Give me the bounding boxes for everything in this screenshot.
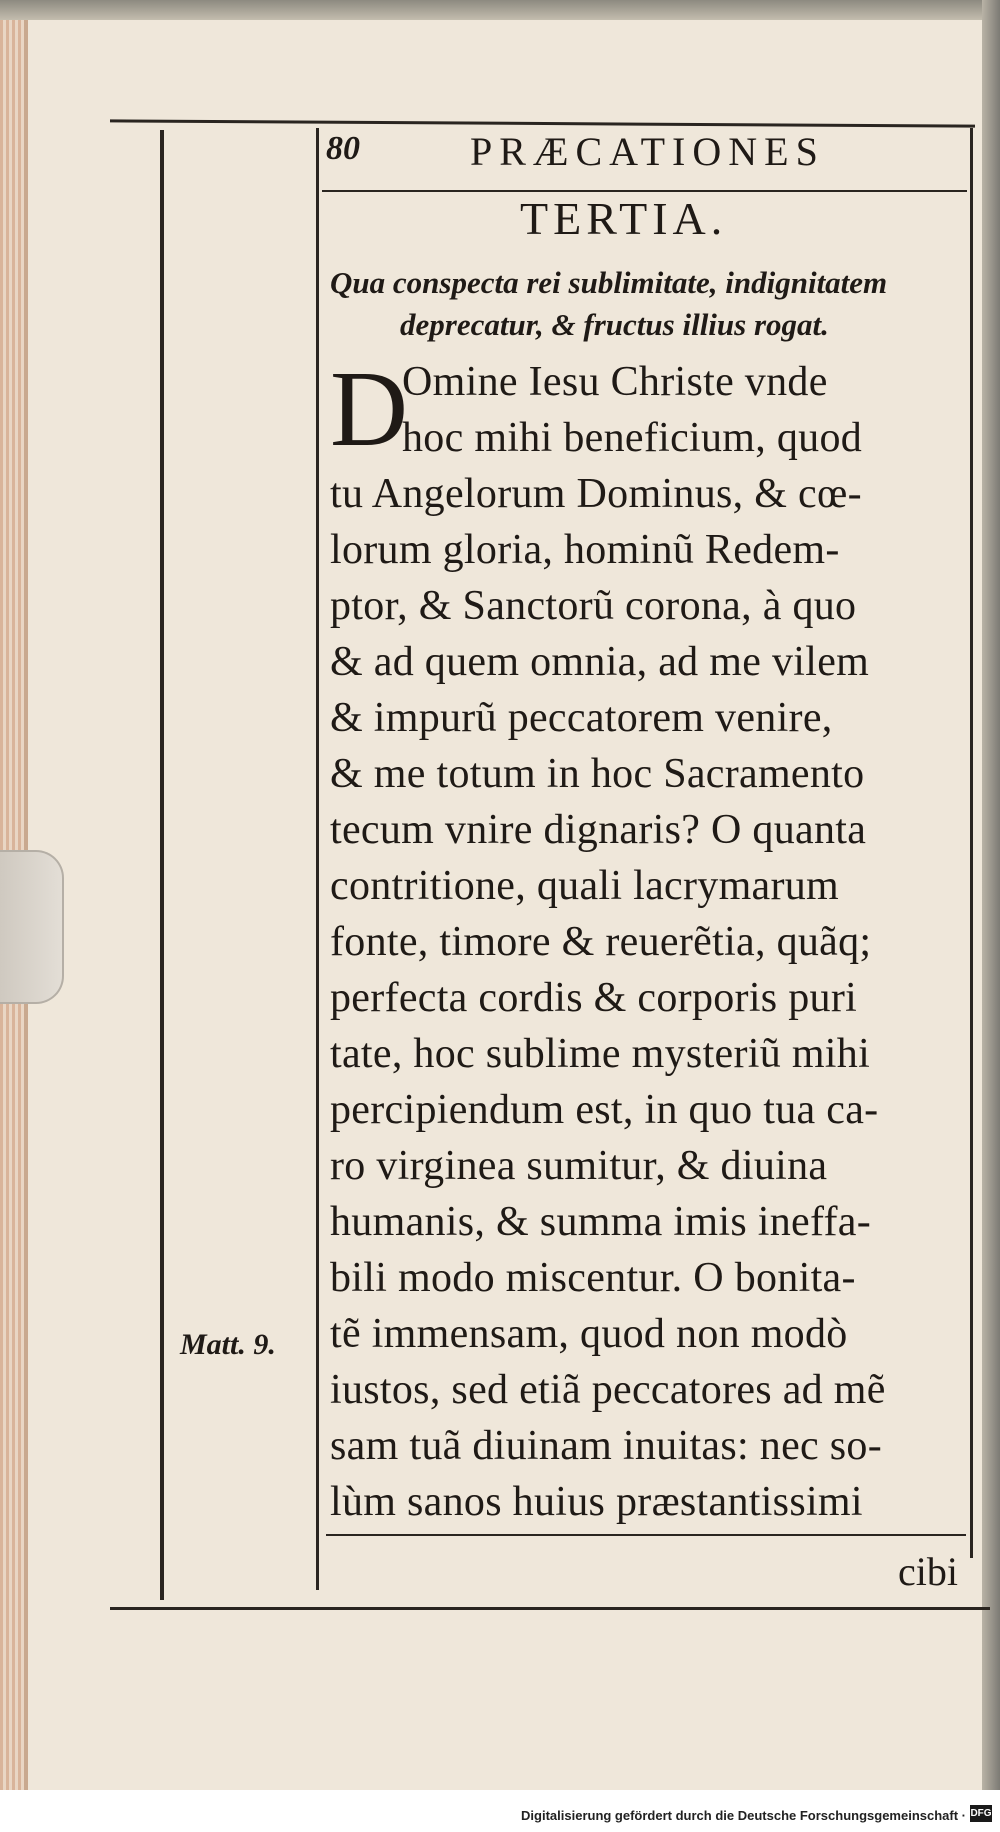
scan-border-top xyxy=(0,0,1000,22)
text-line: percipiendum est, in quo tua ca- xyxy=(330,1087,879,1133)
section-title: TERTIA. xyxy=(520,193,728,244)
running-head: PRÆCATIONES xyxy=(470,129,825,174)
dfg-logo: DFG xyxy=(970,1805,992,1822)
rubric-line: deprecatur, & fructus illius rogat. xyxy=(400,307,829,342)
text-line: tẽ immensam, quod non modò xyxy=(330,1311,848,1357)
text-line: sam tuã diuinam inuitas: nec so- xyxy=(330,1423,882,1469)
text-line: Omine Iesu Christe vnde xyxy=(402,359,828,405)
text-line: & ad quem omnia, ad me vilem xyxy=(330,639,870,685)
text-line: lorum gloria, hominũ Redem- xyxy=(330,527,840,573)
frame-right-rule xyxy=(970,128,973,1558)
text-line: tate, hoc sublime mysteriũ mihi xyxy=(330,1031,871,1077)
page-number: 80 xyxy=(326,130,360,167)
text-line: fonte, timore & reuerẽtia, quãq; xyxy=(330,919,872,965)
frame-left-rule xyxy=(160,130,164,1600)
footer-credit: Digitalisierung gefördert durch die Deutsche Forschungsgemeinschaft · xyxy=(521,1808,966,1823)
catchword: cibi xyxy=(898,1549,958,1594)
text-line: tu Angelorum Dominus, & cœ- xyxy=(330,471,862,517)
text-line: humanis, & summa imis ineffa- xyxy=(330,1199,872,1245)
text-line: bili modo miscentur. O bonita- xyxy=(330,1255,856,1301)
rubric-line: Qua conspecta rei sublimitate, indignitatem xyxy=(330,265,888,300)
scan-border-right xyxy=(982,0,1000,1832)
text-line: & me totum in hoc Sacramento xyxy=(330,751,865,797)
text-line: contritione, quali lacrymarum xyxy=(330,863,840,909)
frame-bottom-rule xyxy=(110,1607,990,1610)
text-line: lùm sanos huius præstantissimi xyxy=(330,1479,863,1525)
text-line: ro virginea sumitur, & diuina xyxy=(330,1143,828,1189)
text-bottom-rule xyxy=(326,1534,966,1536)
text-line: ptor, & Sanctorũ corona, à quo xyxy=(330,583,857,629)
text-line: tecum vnire dignaris? O quanta xyxy=(330,807,867,853)
page-clip xyxy=(0,850,64,1004)
rubric xyxy=(330,262,970,346)
text-line: iustos, sed etiã peccatores ad mẽ xyxy=(330,1367,886,1413)
text-line: perfecta cordis & corporis puri xyxy=(330,975,858,1021)
drop-cap: D xyxy=(330,350,408,469)
margin-note: Matt. 9. xyxy=(180,1328,276,1361)
margin-divider-rule xyxy=(316,128,319,1590)
text-line: hoc mihi beneficium, quod xyxy=(402,415,863,461)
text-line: & impurũ peccatorem venire, xyxy=(330,695,833,741)
